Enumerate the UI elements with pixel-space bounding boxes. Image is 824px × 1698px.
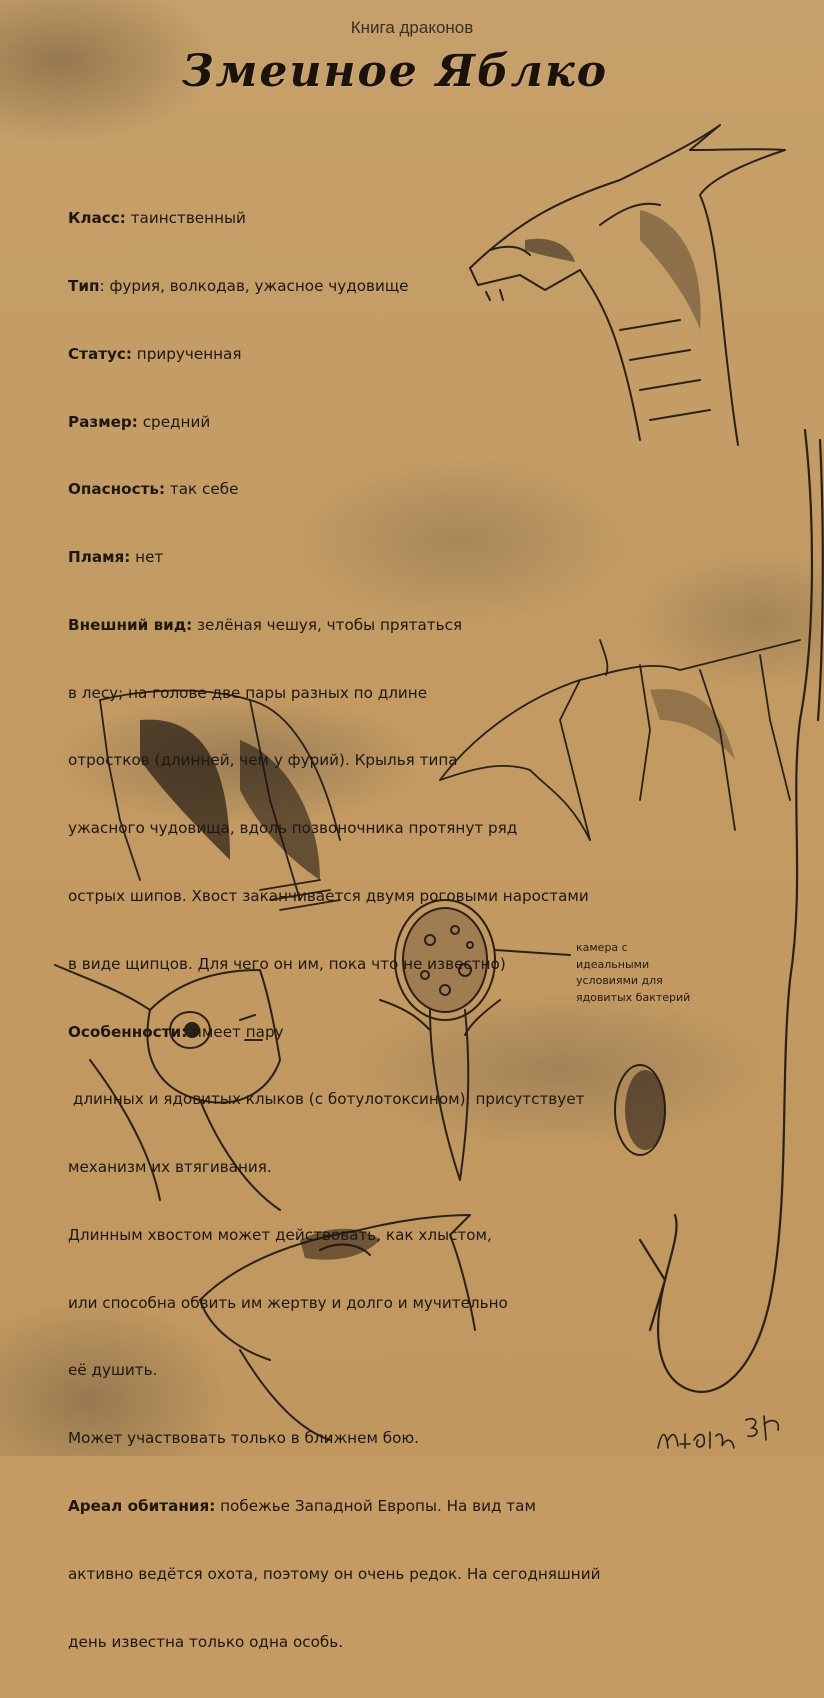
appearance-line: в лесу; на голове две пары разных по длине [68, 683, 428, 702]
info-flame: Пламя: нет [68, 548, 164, 567]
habitat-line: день известна только одна особь. [68, 1632, 344, 1651]
artist-signature [650, 1410, 800, 1454]
features-line: её душить. [68, 1361, 158, 1380]
appearance-line: отростков (длинней, чем у фурий). Крылья типа [68, 751, 458, 770]
info-features: Особенности: имеет пару [68, 1022, 284, 1041]
info-appearance: Внешний вид: зелёная чешуя, чтобы прятаться [68, 615, 463, 634]
info-class: Класс: таинственный [68, 209, 246, 228]
info-status: Статус: прирученная [68, 344, 242, 363]
dragon-info-block [68, 162, 628, 1698]
appearance-line: в виде щипцов. Для чего он им, пока что не известно) [68, 954, 506, 973]
habitat-line: активно ведётся охота, поэтому он очень редок. На сегодняшний [68, 1564, 601, 1583]
info-size: Размер: средний [68, 412, 211, 431]
book-title: Книга драконов [350, 18, 474, 37]
venom-chamber-note: камера с идеальными условиями для ядовитых бактерий [576, 941, 691, 1004]
features-line: Может участвовать только в ближнем бою. [68, 1429, 420, 1448]
features-line: или способна обвить им жертву и долго и мучительно [68, 1293, 508, 1312]
info-danger: Опасность: так себе [68, 480, 239, 499]
features-line: механизм их втягивания. [68, 1158, 272, 1177]
appearance-line: ужасного чудовища, вдоль позвоночника протянут ряд [68, 819, 518, 838]
features-line: Длинным хвостом может действовать, как хлыстом, [68, 1225, 492, 1244]
appearance-line: острых шипов. Хвост заканчивается двумя роговыми наростами [68, 887, 589, 905]
dragon-name-title: Змеиное Яблко [181, 46, 609, 97]
info-habitat: Ареал обитания: побежье Западной Европы. На вид там [68, 1497, 536, 1516]
dragon-tail-sketch [640, 430, 823, 1392]
features-line: длинных и ядовитых клыков (с ботулотоксином); присутствует [68, 1090, 585, 1109]
info-type: Тип: фурия, волкодав, ужасное чудовище [68, 276, 409, 295]
